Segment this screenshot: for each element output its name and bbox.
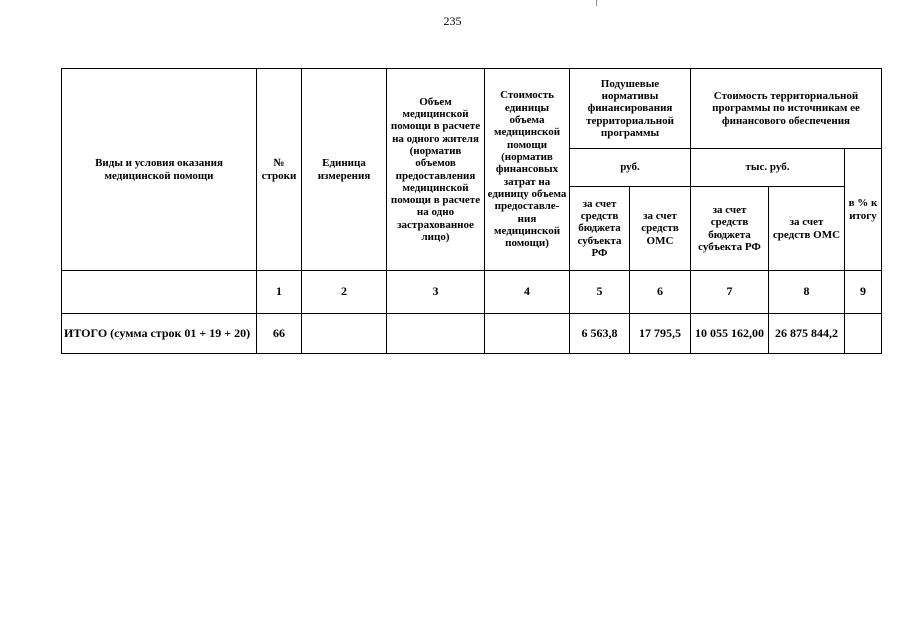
column-number: 2 (302, 271, 387, 314)
header-row-number: № строки (257, 69, 302, 271)
total-percent (845, 314, 882, 354)
header-service-type: Виды и условия оказания медицинской помощи (62, 69, 257, 271)
header-unit-cost: Стоимость единицы объема медицинской помощи (норматив финансовых затрат на единицу объема предоставле-ния медицинской помощи) (485, 69, 570, 271)
total-volume (387, 314, 485, 354)
column-number-blank (62, 271, 257, 314)
column-number: 9 (845, 271, 882, 314)
column-number: 3 (387, 271, 485, 314)
header-per-capita-oms: за счет средств ОМС (630, 187, 691, 271)
header-percent: в % к итогу (845, 149, 882, 271)
column-number: 8 (769, 271, 845, 314)
total-row-number: 66 (257, 314, 302, 354)
column-number-row (62, 271, 882, 314)
header-cost-budget: за счет средств бюджета субъекта РФ (691, 187, 769, 271)
column-number: 5 (570, 271, 630, 314)
column-number: 6 (630, 271, 691, 314)
total-per-capita-budget: 6 563,8 (570, 314, 630, 354)
scan-mark-top (596, 0, 597, 6)
total-unit-cost (485, 314, 570, 354)
header-thousand-rub: тыс. руб. (691, 149, 845, 187)
header-volume: Объем медицинской помощи в расчете на одного жителя (норматив объемов предоставления медицинской помощи в расчете на одно застрахованное лицо) (387, 69, 485, 271)
total-per-capita-oms: 17 795,5 (630, 314, 691, 354)
header-per-capita-budget: за счет средств бюджета субъекта РФ (570, 187, 630, 271)
total-label: ИТОГО (сумма строк 01 + 19 + 20) (62, 314, 257, 354)
page-number: 235 (443, 14, 462, 28)
header-unit: Единица измерения (302, 69, 387, 271)
column-number: 4 (485, 271, 570, 314)
table-row-total (62, 314, 882, 354)
total-cost-oms: 26 875 844,2 (769, 314, 845, 354)
header-rub: руб. (570, 149, 691, 187)
total-cost-budget: 10 055 162,00 (691, 314, 769, 354)
total-unit (302, 314, 387, 354)
financing-table (61, 68, 882, 354)
header-cost-oms: за счет средств ОМС (769, 187, 845, 271)
column-number: 7 (691, 271, 769, 314)
column-number: 1 (257, 271, 302, 314)
header-per-capita: Подушевые нормативы финансирования территориальной программы (570, 69, 691, 149)
header-program-cost: Стоимость территориальной программы по источникам ее финансового обеспечения (691, 69, 882, 149)
